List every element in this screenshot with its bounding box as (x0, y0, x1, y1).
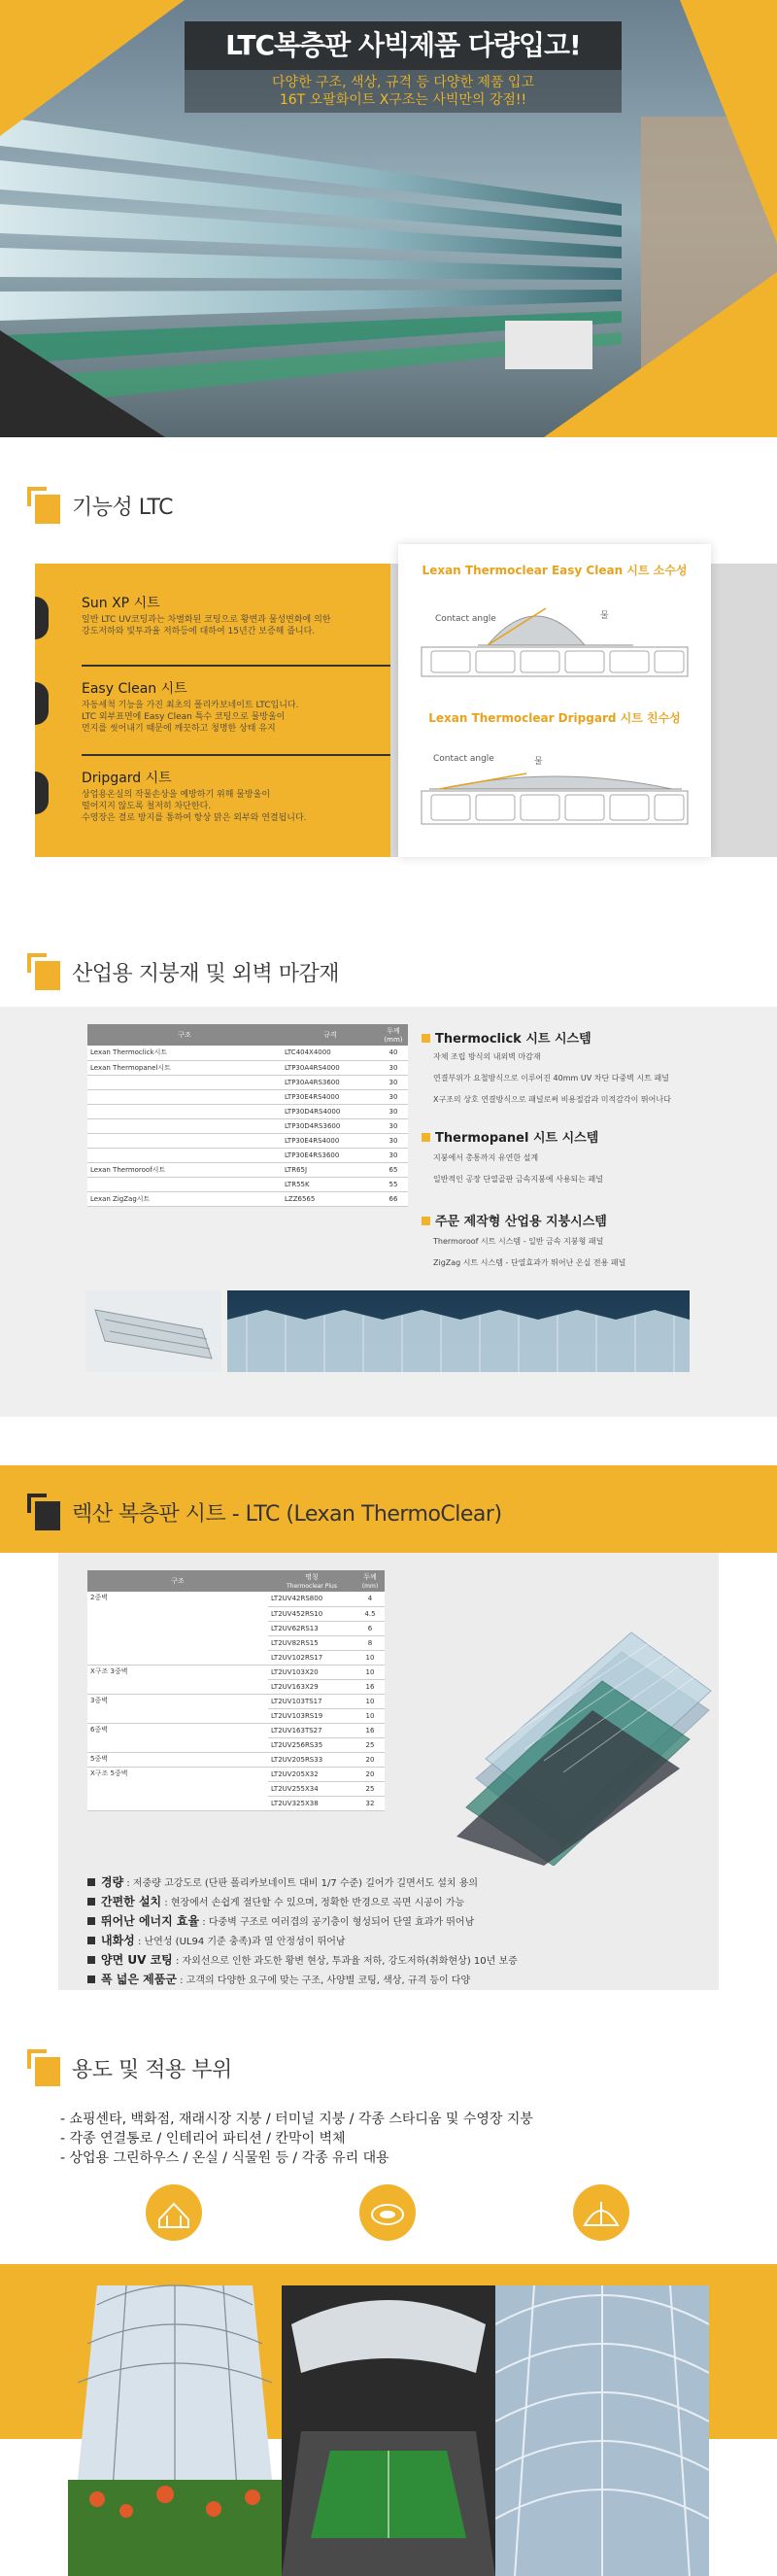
system-desc: 일반적인 공장 단열골판 금속지붕에 사용되는 패널 (433, 1175, 604, 1184)
hero-subtitle-line1: 다양한 구조, 색상, 규격 등 다양한 제품 입고 (272, 75, 534, 90)
section3-title: 렉산 복층판 시트 - LTC (Lexan ThermoClear) (72, 1501, 502, 1527)
table-cell: Lexan Thermoroof시트 (87, 1162, 282, 1177)
table-row (87, 1162, 408, 1177)
table-cell: 10 (355, 1694, 385, 1708)
table-cell: LTP30E4RS4000 (282, 1089, 379, 1104)
col-header: 두께 (mm) (379, 1024, 408, 1046)
table-row (87, 1060, 408, 1075)
table-cell: 25 (355, 1781, 385, 1796)
table-cell: 30 (379, 1133, 408, 1148)
table-cell: 4.5 (355, 1606, 385, 1621)
table-row (87, 1104, 408, 1118)
structure-cell: 5중벽 (87, 1752, 268, 1767)
thermoclick-sample-photo (85, 1290, 221, 1372)
table-row (87, 1191, 408, 1206)
table-cell: 65 (379, 1162, 408, 1177)
water-label: 물 (600, 611, 609, 621)
col-header: 규격 (282, 1024, 379, 1046)
table-cell: 10 (355, 1665, 385, 1679)
water-label: 물 (534, 757, 543, 767)
table-cell: LT2UV452RS10 (268, 1606, 355, 1621)
bullet-title: 뛰어난 에너지 효율 (101, 1914, 200, 1928)
table-cell: LT2UV205X32 (268, 1767, 355, 1781)
section-marker-icon (27, 487, 60, 524)
table-body (87, 1046, 408, 1206)
bullet-title: 내화성 (101, 1934, 135, 1947)
table-cell: 20 (355, 1767, 385, 1781)
table-row (87, 1723, 385, 1737)
section4-title: 용도 및 적용 부위 (72, 2057, 232, 2082)
table-cell: LT2UV102RS17 (268, 1650, 355, 1665)
hero-subtitle-line2: 16T 오팔화이트 X구조는 사빅만의 강점!! (279, 92, 527, 108)
table-cell: 25 (355, 1737, 385, 1752)
table-cell: 30 (379, 1089, 408, 1104)
table-cell: LZZ6565 (282, 1191, 379, 1206)
feature-title: Sun XP 시트 (82, 596, 160, 611)
contact-angle-diagram (398, 544, 711, 857)
col-header: 두께 (mm) (355, 1570, 385, 1592)
table-cell: LTR55K (282, 1177, 379, 1191)
table-cell (87, 1177, 282, 1191)
bullet-title: 간편한 설치 (101, 1895, 162, 1908)
arch-roof-photo (495, 2247, 709, 2576)
diagram-title-dripgard: Lexan Thermoclear Dripgard 시트 친수성 (428, 711, 681, 725)
structure-cell: 6중벽 (87, 1723, 268, 1752)
feature-bullet (87, 1932, 346, 1948)
table-cell: LT2UV325X38 (268, 1796, 355, 1810)
section4-header (27, 2046, 232, 2089)
hydrophobic-drop-icon (420, 587, 690, 694)
diagram-title-easyclean: Lexan Thermoclear Easy Clean 시트 소수성 (422, 564, 688, 577)
bullet-square-icon (87, 1898, 95, 1906)
table-cell: LT2UV62RS13 (268, 1621, 355, 1635)
ltc-sheets-photo (456, 1613, 719, 1866)
section1-title: 기능성 LTC (72, 495, 173, 520)
table-cell: LT2UV163X29 (268, 1679, 355, 1694)
table-cell: 30 (379, 1104, 408, 1118)
bullet-text: : 현장에서 손쉽게 절단할 수 있으며, 정확한 반경으로 곡면 시공이 가능 (161, 1898, 465, 1908)
feature-marker-icon (35, 682, 49, 725)
system-desc: ZigZag 시트 시스템 - 단열효과가 뛰어난 온실 전용 패널 (433, 1258, 626, 1267)
section2-header (27, 950, 339, 993)
bullet-text: : 다중벽 구조로 여러겹의 공기층이 형성되어 단열 효과가 뛰어남 (199, 1917, 475, 1928)
table-cell: 66 (379, 1191, 408, 1206)
bullet-title: 폭 넓은 제품군 (101, 1973, 177, 1986)
table-cell: LTP30E4RS4000 (282, 1133, 379, 1148)
roof-panel-photo (227, 1290, 690, 1372)
feature-bullet (87, 1912, 474, 1929)
bullet-title: 양면 UV 코팅 (101, 1953, 173, 1967)
greenhouse-photo (68, 2247, 282, 2576)
structure-cell: 3중벽 (87, 1694, 268, 1723)
section-marker-icon (27, 1494, 60, 1530)
table-row (87, 1046, 408, 1060)
table-cell (87, 1089, 282, 1104)
table-cell (87, 1075, 282, 1089)
table-body (87, 1592, 385, 1810)
bullet-text: : 자외선으로 인한 과도한 황변 현상, 투과율 저하, 강도저하(취화현상) 10년 보증 (172, 1956, 518, 1967)
table-cell: Lexan ZigZag시트 (87, 1191, 282, 1206)
table-cell: LTP30A4RS4000 (282, 1060, 379, 1075)
col-header: 구조 (87, 1024, 282, 1046)
table-cell: LTP30E4RS3600 (282, 1148, 379, 1162)
bullet-square-icon (87, 1937, 95, 1944)
table-cell: Lexan Thermopanel시트 (87, 1060, 282, 1075)
table-cell (87, 1148, 282, 1162)
table-cell: 6 (355, 1621, 385, 1635)
hero-subtitle (185, 70, 622, 113)
table-row (87, 1767, 385, 1781)
bullet-square-icon (87, 1917, 95, 1925)
feature-bullet (87, 1951, 518, 1968)
section1-header (27, 484, 173, 527)
table-cell: Lexan Thermoclick시트 (87, 1046, 282, 1060)
bullet-square-icon (87, 1878, 95, 1886)
usage-line: - 각종 연결통로 / 인테리어 파티션 / 칸막이 벽체 (60, 2131, 346, 2147)
table-cell: 32 (355, 1796, 385, 1810)
table-cell: LTP30A4RS3600 (282, 1075, 379, 1089)
feature-bullet (87, 1893, 464, 1909)
stadium-icon (359, 2184, 416, 2241)
table-cell: 30 (379, 1148, 408, 1162)
feature-desc: 자동세척 기능을 가진 최초의 폴리카보네이트 LTC입니다. LTC 외부표면에 Easy Clean 특수 코팅으로 물방울이 먼지를 씻어내기 때문에 깨끗하고 청명한 상태 유지 (82, 701, 299, 734)
table-row (87, 1089, 408, 1104)
bullet-square-icon (87, 1956, 95, 1964)
bullet-text: : 난연성 (UL94 기준 충족)과 열 안정성이 뛰어남 (134, 1937, 346, 1947)
table-cell: 8 (355, 1635, 385, 1650)
table-cell: 40 (379, 1046, 408, 1060)
table-row (87, 1075, 408, 1089)
feature-title: Easy Clean 시트 (82, 681, 187, 697)
hydrophilic-drop-icon (420, 735, 690, 841)
system-desc: X구조의 상호 연결방식으로 패널로써 비용절감과 미적감각이 뛰어나다 (433, 1095, 671, 1104)
system-title: Thermopanel 시트 시스템 (422, 1127, 598, 1146)
table-cell (87, 1104, 282, 1118)
bullet-square-icon (87, 1975, 95, 1983)
table-cell: LT2UV103RS19 (268, 1708, 355, 1723)
section2-title: 산업용 지붕재 및 외벽 마감재 (72, 961, 339, 986)
ltc-spec-table (87, 1570, 385, 1811)
bullet-title: 경량 (101, 1875, 124, 1889)
stadium-photo (282, 2247, 495, 2576)
section-marker-icon (27, 953, 60, 990)
table-cell: LT2UV82RS15 (268, 1635, 355, 1650)
feature-bullet (87, 1971, 470, 1987)
table-cell (87, 1118, 282, 1133)
feature-desc: 상업용온실의 작물손상을 예방하기 위해 물방울이 떨어지지 않도록 철저히 차단한다. 수영장은 결로 방지를 통하여 항상 맑은 외부와 연결됩니다. (82, 790, 307, 823)
table-cell: 16 (355, 1723, 385, 1737)
feature-title: Dripgard 시트 (82, 771, 172, 786)
table-row (87, 1752, 385, 1767)
system-desc: 연결부위가 요철방식으로 이루어진 40mm UV 차단 다중벽 시트 패널 (433, 1074, 669, 1082)
table-cell: LTP30D4RS3600 (282, 1118, 379, 1133)
system-desc: 자체 조립 방식의 내외벽 마감재 (433, 1052, 541, 1061)
hero-title: LTC복층판 사빅제품 다량입고! (185, 21, 622, 70)
table-row (87, 1665, 385, 1679)
structure-cell: 2중벽 (87, 1592, 268, 1665)
usage-line: - 상업용 그린하우스 / 온실 / 식물원 등 / 각종 유리 대용 (60, 2150, 389, 2166)
table-cell: LTP30D4RS4000 (282, 1104, 379, 1118)
bullet-text: : 고객의 다양한 요구에 맞는 구조, 사양별 코팅, 색상, 규격 등이 다양 (176, 1975, 471, 1986)
table-cell (87, 1133, 282, 1148)
table-cell: LT2UV205RS33 (268, 1752, 355, 1767)
contact-angle-label: Contact angle (435, 614, 496, 624)
table-cell: 30 (379, 1075, 408, 1089)
table-cell: LTC404X4000 (282, 1046, 379, 1060)
table-cell: LT2UV103TS17 (268, 1694, 355, 1708)
table-row (87, 1592, 385, 1606)
table-cell: 10 (355, 1650, 385, 1665)
divider (82, 754, 390, 756)
table-row (87, 1177, 408, 1191)
table-cell: LT2UV103X20 (268, 1665, 355, 1679)
table-cell: LT2UV163TS27 (268, 1723, 355, 1737)
table-row (87, 1148, 408, 1162)
feature-bullet (87, 1873, 478, 1890)
table-row (87, 1133, 408, 1148)
table-cell: 20 (355, 1752, 385, 1767)
table-cell: 30 (379, 1118, 408, 1133)
system-desc: Thermoroof 시트 시스템 - 일반 금속 지붕형 패널 (433, 1237, 604, 1246)
bullet-text: : 저중량 고강도로 (단판 폴리카보네이트 대비 1/7 수준) 길어가 길면서도 설치 용의 (123, 1878, 479, 1889)
table-cell: 4 (355, 1592, 385, 1606)
feature-marker-icon (35, 772, 49, 814)
structure-cell: X구조 3중벽 (87, 1665, 268, 1694)
system-title: 주문 제작형 산업용 지붕시스템 (422, 1211, 607, 1229)
table-row (87, 1118, 408, 1133)
table-cell: LTR65J (282, 1162, 379, 1177)
feature-desc: 일반 LTC UV코팅과는 차별화된 코팅으로 황변과 물성변화에 의한 강도저하와 빛투과율 저하등에 대하여 15년간 보증해 줍니다. (82, 615, 331, 636)
section-marker-icon (27, 2049, 60, 2086)
col-header: 명칭 Thermoclear Plus (268, 1570, 355, 1592)
divider (82, 665, 390, 667)
dome-icon (573, 2184, 629, 2241)
table-cell: 10 (355, 1708, 385, 1723)
table-row (87, 1694, 385, 1708)
features-list (35, 564, 390, 855)
hero-banner (0, 0, 777, 437)
table-cell: 55 (379, 1177, 408, 1191)
system-title: Thermoclick 시트 시스템 (422, 1028, 591, 1047)
col-header: 구조 (87, 1570, 268, 1592)
system-desc: 지붕에서 총통까지 유연한 설계 (433, 1153, 539, 1162)
feature-marker-icon (35, 597, 49, 639)
section3-header (27, 1491, 502, 1533)
table-cell: 30 (379, 1060, 408, 1075)
table-cell: LT2UV255X34 (268, 1781, 355, 1796)
table-cell: LT2UV42RS800 (268, 1592, 355, 1606)
contact-angle-label: Contact angle (433, 754, 494, 764)
table-cell: LT2UV256RS35 (268, 1737, 355, 1752)
greenhouse-icon (146, 2184, 202, 2241)
table-cell: 16 (355, 1679, 385, 1694)
structure-cell: X구조 5중벽 (87, 1767, 268, 1810)
industrial-spec-table (87, 1024, 408, 1207)
usage-line: - 쇼핑센타, 백화점, 재래시장 지붕 / 터미널 지붕 / 각종 스타디움 및 수영장 지붕 (60, 2112, 533, 2127)
